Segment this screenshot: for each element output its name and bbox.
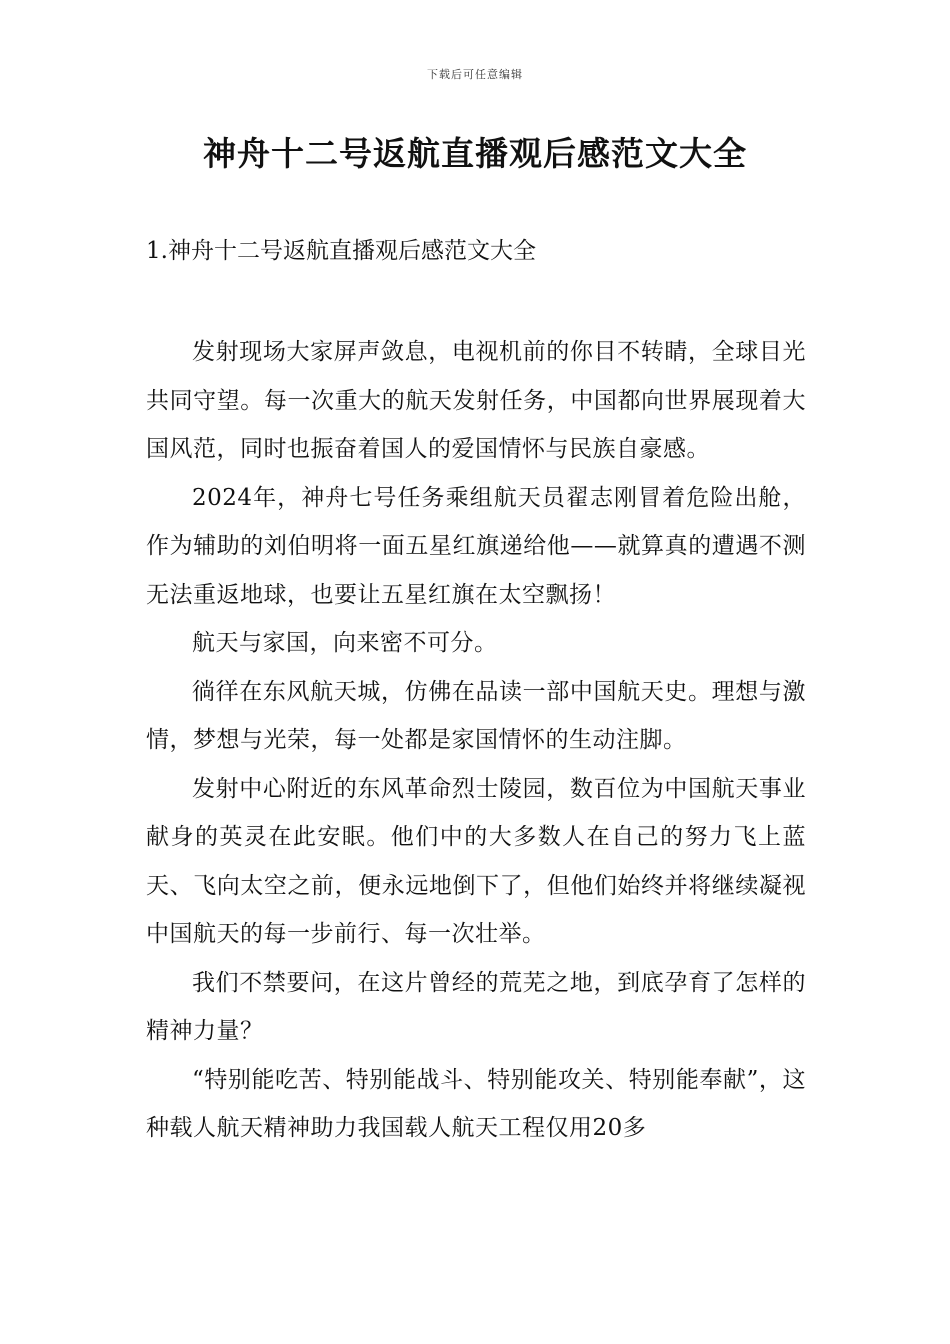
paragraph: 航天与家国，向来密不可分。 <box>192 630 498 656</box>
section-heading: 1.神舟十二号返航直播观后感范文大全 <box>146 238 536 264</box>
paragraph: “特别能吃苦、特别能战斗、特别能攻关、特别能奉献”，这种载人航天精神助力我国载人航天工程仅用20多 <box>146 1066 806 1141</box>
document-title: 神舟十二号返航直播观后感范文大全 <box>203 134 747 173</box>
paragraph: 发射中心附近的东风革命烈士陵园，数百位为中国航天事业献身的英灵在此安眠。他们中的大多数人在自己的努力飞上蓝天、飞向太空之前，便永远地倒下了，但他们始终并将继续凝视中国航天的每一步前行、每一次壮举。 <box>146 775 806 947</box>
header-note: 下载后可任意编辑 <box>427 68 523 81</box>
paragraph: 发射现场大家屏声敛息，电视机前的你目不转睛，全球目光共同守望。每一次重大的航天发射任务，中国都向世界展现着大国风范，同时也振奋着国人的爱国情怀与民族自豪感。 <box>146 339 806 462</box>
paragraph: 徜徉在东风航天城，仿佛在品读一部中国航天史。理想与激情，梦想与光荣，每一处都是家国情怀的生动注脚。 <box>146 678 806 753</box>
body-text <box>146 328 806 1153</box>
paragraph: 2024年，神舟七号任务乘组航天员翟志刚冒着危险出舱，作为辅助的刘伯明将一面五星红旗递给他——就算真的遭遇不测无法重返地球，也要让五星红旗在太空飘扬！ <box>146 484 806 608</box>
paragraph: 我们不禁要问，在这片曾经的荒芜之地，到底孕育了怎样的精神力量？ <box>146 969 806 1044</box>
